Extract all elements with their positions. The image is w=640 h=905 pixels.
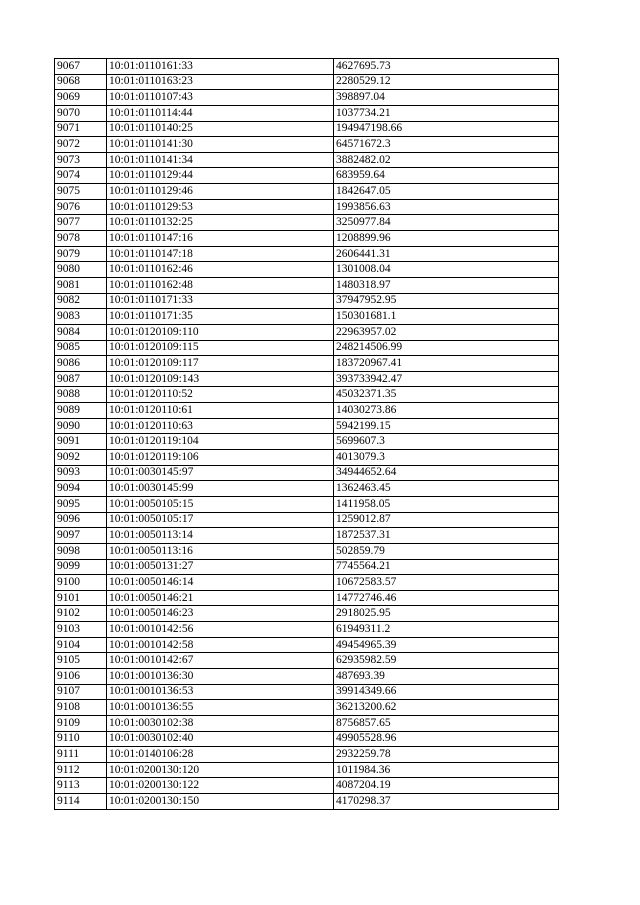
cadastral-number-cell: 10:01:0110114:44 [107,105,334,121]
value-cell: 487693.39 [334,668,559,684]
cadastral-number-cell: 10:01:0010142:56 [107,622,334,638]
table-row [55,356,559,372]
value-cell: 150301681.1 [334,309,559,325]
table-row [55,105,559,121]
row-number-cell: 9084 [55,324,107,340]
cadastral-number-cell: 10:01:0050113:14 [107,528,334,544]
cadastral-number-cell: 10:01:0110141:34 [107,152,334,168]
cadastral-number-cell: 10:01:0110161:33 [107,59,334,75]
table-row [55,715,559,731]
table-row [55,309,559,325]
table-row [55,403,559,419]
cadastral-number-cell: 10:01:0110107:43 [107,90,334,106]
cadastral-number-cell: 10:01:0110162:48 [107,277,334,293]
table-row [55,528,559,544]
value-cell: 7745564.21 [334,559,559,575]
value-cell: 64571672.3 [334,137,559,153]
row-number-cell: 9072 [55,137,107,153]
value-cell: 3250977.84 [334,215,559,231]
row-number-cell: 9080 [55,262,107,278]
cadastral-number-cell: 10:01:0030102:38 [107,715,334,731]
cadastral-value-table [54,58,559,810]
row-number-cell: 9100 [55,575,107,591]
value-cell: 4170298.37 [334,794,559,810]
table-row [55,450,559,466]
table-row [55,653,559,669]
table-row [55,59,559,75]
cadastral-number-cell: 10:01:0050146:23 [107,606,334,622]
value-cell: 61949311.2 [334,622,559,638]
value-cell: 39914349.66 [334,684,559,700]
cadastral-number-cell: 10:01:0010142:67 [107,653,334,669]
row-number-cell: 9078 [55,231,107,247]
row-number-cell: 9086 [55,356,107,372]
row-number-cell: 9089 [55,403,107,419]
cadastral-number-cell: 10:01:0050105:15 [107,496,334,512]
cadastral-number-cell: 10:01:0110129:46 [107,184,334,200]
value-cell: 1993856.63 [334,199,559,215]
table-row [55,231,559,247]
row-number-cell: 9096 [55,512,107,528]
cadastral-number-cell: 10:01:0050146:21 [107,590,334,606]
value-cell: 398897.04 [334,90,559,106]
value-cell: 5942199.15 [334,418,559,434]
table-row [55,199,559,215]
value-cell: 1411958.05 [334,496,559,512]
row-number-cell: 9097 [55,528,107,544]
row-number-cell: 9102 [55,606,107,622]
row-number-cell: 9068 [55,74,107,90]
cadastral-number-cell: 10:01:0110163:23 [107,74,334,90]
cadastral-number-cell: 10:01:0120109:117 [107,356,334,372]
value-cell: 1301008.04 [334,262,559,278]
row-number-cell: 9087 [55,371,107,387]
cadastral-number-cell: 10:01:0200130:122 [107,778,334,794]
value-cell: 1037734.21 [334,105,559,121]
value-cell: 3882482.02 [334,152,559,168]
value-cell: 14772746.46 [334,590,559,606]
table-row [55,168,559,184]
table-row [55,340,559,356]
row-number-cell: 9076 [55,199,107,215]
row-number-cell: 9082 [55,293,107,309]
value-cell: 1208899.96 [334,231,559,247]
table-row [55,747,559,763]
value-cell: 1362463.45 [334,481,559,497]
table-body [55,59,559,810]
cadastral-number-cell: 10:01:0120109:115 [107,340,334,356]
cadastral-number-cell: 10:01:0110141:30 [107,137,334,153]
cadastral-number-cell: 10:01:0140106:28 [107,747,334,763]
cadastral-number-cell: 10:01:0200130:120 [107,762,334,778]
table-row [55,684,559,700]
cadastral-number-cell: 10:01:0120110:52 [107,387,334,403]
row-number-cell: 9085 [55,340,107,356]
row-number-cell: 9091 [55,434,107,450]
table-row [55,465,559,481]
cadastral-number-cell: 10:01:0110129:53 [107,199,334,215]
table-row [55,262,559,278]
row-number-cell: 9101 [55,590,107,606]
cadastral-number-cell: 10:01:0110147:18 [107,246,334,262]
table-row [55,418,559,434]
table-row [55,371,559,387]
cadastral-number-cell: 10:01:0030102:40 [107,731,334,747]
value-cell: 1259012.87 [334,512,559,528]
value-cell: 1872537.31 [334,528,559,544]
value-cell: 2932259.78 [334,747,559,763]
table-row [55,512,559,528]
row-number-cell: 9114 [55,794,107,810]
row-number-cell: 9074 [55,168,107,184]
row-number-cell: 9077 [55,215,107,231]
table-row [55,434,559,450]
row-number-cell: 9071 [55,121,107,137]
row-number-cell: 9095 [55,496,107,512]
cadastral-number-cell: 10:01:0120110:61 [107,403,334,419]
cadastral-number-cell: 10:01:0120109:110 [107,324,334,340]
value-cell: 4013079.3 [334,450,559,466]
table-row [55,590,559,606]
row-number-cell: 9107 [55,684,107,700]
row-number-cell: 9111 [55,747,107,763]
row-number-cell: 9104 [55,637,107,653]
row-number-cell: 9108 [55,700,107,716]
cadastral-number-cell: 10:01:0200130:150 [107,794,334,810]
table-row [55,90,559,106]
table-row [55,575,559,591]
row-number-cell: 9067 [55,59,107,75]
table-row [55,762,559,778]
row-number-cell: 9070 [55,105,107,121]
cadastral-number-cell: 10:01:0010136:55 [107,700,334,716]
table-row [55,293,559,309]
table-row [55,543,559,559]
table-row [55,74,559,90]
value-cell: 1480318.97 [334,277,559,293]
table-row [55,387,559,403]
row-number-cell: 9098 [55,543,107,559]
value-cell: 2918025.95 [334,606,559,622]
value-cell: 49454965.39 [334,637,559,653]
table-row [55,137,559,153]
row-number-cell: 9075 [55,184,107,200]
row-number-cell: 9088 [55,387,107,403]
table-row [55,637,559,653]
table-row [55,121,559,137]
row-number-cell: 9090 [55,418,107,434]
table-row [55,559,559,575]
value-cell: 2606441.31 [334,246,559,262]
table-row [55,622,559,638]
row-number-cell: 9081 [55,277,107,293]
value-cell: 62935982.59 [334,653,559,669]
row-number-cell: 9069 [55,90,107,106]
cadastral-number-cell: 10:01:0120119:104 [107,434,334,450]
value-cell: 45032371.35 [334,387,559,403]
row-number-cell: 9073 [55,152,107,168]
value-cell: 5699607.3 [334,434,559,450]
value-cell: 2280529.12 [334,74,559,90]
table-row [55,496,559,512]
row-number-cell: 9106 [55,668,107,684]
value-cell: 22963957.02 [334,324,559,340]
cadastral-number-cell: 10:01:0050146:14 [107,575,334,591]
row-number-cell: 9093 [55,465,107,481]
row-number-cell: 9113 [55,778,107,794]
value-cell: 194947198.66 [334,121,559,137]
cadastral-number-cell: 10:01:0110147:16 [107,231,334,247]
table-row [55,215,559,231]
table-row [55,277,559,293]
cadastral-number-cell: 10:01:0110162:46 [107,262,334,278]
cadastral-number-cell: 10:01:0110132:25 [107,215,334,231]
table-row [55,324,559,340]
table-row [55,481,559,497]
value-cell: 4627695.73 [334,59,559,75]
value-cell: 393733942.47 [334,371,559,387]
value-cell: 10672583.57 [334,575,559,591]
row-number-cell: 9083 [55,309,107,325]
table-row [55,794,559,810]
cadastral-number-cell: 10:01:0010136:30 [107,668,334,684]
cadastral-number-cell: 10:01:0030145:97 [107,465,334,481]
value-cell: 248214506.99 [334,340,559,356]
table-row [55,778,559,794]
value-cell: 502859.79 [334,543,559,559]
value-cell: 14030273.86 [334,403,559,419]
cadastral-number-cell: 10:01:0110171:35 [107,309,334,325]
cadastral-number-cell: 10:01:0010142:58 [107,637,334,653]
cadastral-number-cell: 10:01:0030145:99 [107,481,334,497]
cadastral-number-cell: 10:01:0110129:44 [107,168,334,184]
value-cell: 34944652.64 [334,465,559,481]
table-row [55,668,559,684]
value-cell: 683959.64 [334,168,559,184]
cadastral-number-cell: 10:01:0120119:106 [107,450,334,466]
table-row [55,606,559,622]
value-cell: 183720967.41 [334,356,559,372]
row-number-cell: 9112 [55,762,107,778]
value-cell: 1011984.36 [334,762,559,778]
cadastral-number-cell: 10:01:0050105:17 [107,512,334,528]
value-cell: 37947952.95 [334,293,559,309]
table-row [55,700,559,716]
row-number-cell: 9079 [55,246,107,262]
table-row [55,731,559,747]
table-row [55,152,559,168]
cadastral-number-cell: 10:01:0120109:143 [107,371,334,387]
cadastral-number-cell: 10:01:0110171:33 [107,293,334,309]
cadastral-number-cell: 10:01:0050131:27 [107,559,334,575]
table-row [55,184,559,200]
cadastral-number-cell: 10:01:0010136:53 [107,684,334,700]
value-cell: 36213200.62 [334,700,559,716]
row-number-cell: 9109 [55,715,107,731]
value-cell: 8756857.65 [334,715,559,731]
row-number-cell: 9110 [55,731,107,747]
row-number-cell: 9105 [55,653,107,669]
cadastral-number-cell: 10:01:0120110:63 [107,418,334,434]
row-number-cell: 9092 [55,450,107,466]
value-cell: 4087204.19 [334,778,559,794]
cadastral-number-cell: 10:01:0110140:25 [107,121,334,137]
value-cell: 49905528.96 [334,731,559,747]
table-row [55,246,559,262]
row-number-cell: 9103 [55,622,107,638]
value-cell: 1842647.05 [334,184,559,200]
row-number-cell: 9099 [55,559,107,575]
row-number-cell: 9094 [55,481,107,497]
cadastral-number-cell: 10:01:0050113:16 [107,543,334,559]
